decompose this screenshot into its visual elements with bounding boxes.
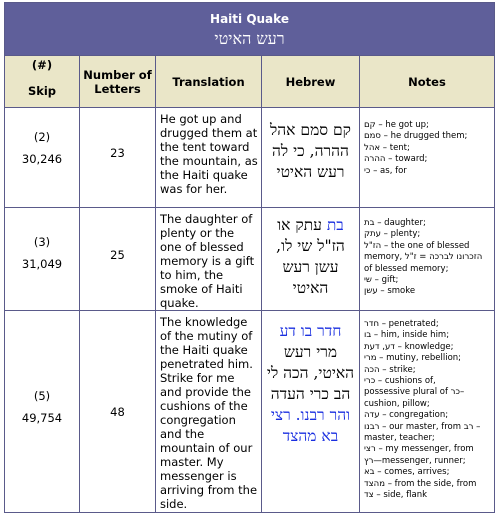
hebrew-line: בא מהצד <box>282 427 339 445</box>
note-line: קם – he got up; <box>364 120 429 130</box>
note-line: צד – side, flank <box>364 490 428 501</box>
header-translation: Translation <box>156 56 262 108</box>
hebrew-cell <box>262 311 360 513</box>
skip-value: 49,754 <box>21 411 63 425</box>
note-line: הז"ל – the one of blessed <box>364 240 470 251</box>
hebrew-line: חדר בו דע <box>279 322 342 340</box>
header-skip-num: (#) <box>31 58 53 72</box>
header-letters: Number of Letters <box>80 56 156 108</box>
note-line: בת – daughter; <box>364 218 426 228</box>
note-line: רבנו – our master, from רב – <box>364 421 481 432</box>
note-line: כי – as, for <box>364 165 407 176</box>
haiti-quake-table <box>4 2 495 513</box>
hebrew-blue-word: בת <box>326 216 344 234</box>
letters-cell: 23 <box>80 108 156 208</box>
note-line: כרי – cushions of, <box>364 376 436 387</box>
skip-cell <box>5 311 80 513</box>
header-skip <box>5 56 80 108</box>
note-line: מרי – mutiny, rebellion; <box>364 353 462 364</box>
note-line: עשן – smoke <box>364 286 416 297</box>
table-row <box>5 311 495 513</box>
skip-value: 30,246 <box>21 152 63 166</box>
notes-cell <box>360 108 495 208</box>
hebrew-cell <box>262 108 360 208</box>
quake-table-wrapper <box>4 2 494 513</box>
note-line: ההרה – toward; <box>364 154 428 165</box>
hebrew-line: הז"ל שי לו, <box>276 237 345 255</box>
hebrew-line-rest: עתק או <box>277 216 327 234</box>
table-row <box>5 108 495 208</box>
note-line: בו – him, inside him; <box>364 330 450 341</box>
note-line: אהל – tent; <box>364 142 410 153</box>
hebrew-line: האיטי, הכה לי <box>266 364 355 382</box>
translation-cell: The knowledge of the mutiny of the Haiti quake penetrated him. Strike for me and provide the cushions of the congregation and the mountain of our master. My messenger is arriving from the side. <box>156 311 262 513</box>
note-line: of blessed memory; <box>364 263 449 274</box>
title-english: Haiti Quake <box>210 11 289 26</box>
skip-index: (5) <box>33 389 51 403</box>
skip-index: (2) <box>33 130 51 144</box>
hebrew-line: ההרה, כי לה <box>272 142 349 160</box>
header-hebrew: Hebrew <box>262 56 360 108</box>
hebrew-line: עשן רעש <box>282 258 339 276</box>
note-line: רצי – my messenger, from <box>364 444 474 455</box>
title-hebrew: רעש האיטי <box>214 28 285 48</box>
title-row <box>5 3 495 56</box>
table-row <box>5 208 495 311</box>
note-line: עתק – plenty; <box>364 229 421 240</box>
header-row <box>5 56 495 108</box>
note-line: master, teacher; <box>364 433 435 444</box>
hebrew-cell <box>262 208 360 311</box>
hebrew-line: הב כרי העדה <box>270 385 351 403</box>
translation-cell: The daughter of plenty or the one of blessed memory is a gift to him, the smoke of Haiti quake. <box>156 208 262 311</box>
header-notes: Notes <box>360 56 495 108</box>
note-line: שי – gift; <box>364 275 399 286</box>
note-line: possessive plural of כר– <box>364 387 465 398</box>
notes-cell <box>360 311 495 513</box>
translation-cell: He got up and drugged them at the tent toward the mountain, as the Haiti quake was for her. <box>156 108 262 208</box>
skip-cell <box>5 108 80 208</box>
hebrew-line: רעש האיטי <box>276 163 345 181</box>
notes-cell <box>360 208 495 311</box>
note-line: חדר – penetrated; <box>364 319 439 329</box>
letters-cell: 48 <box>80 311 156 513</box>
note-line: memory, הזכרונו לברכה = ז"ל <box>364 252 483 263</box>
skip-cell <box>5 208 80 311</box>
note-line: עדה – congregation; <box>364 410 449 421</box>
hebrew-line <box>266 215 355 236</box>
note-line: מהצד – from the side, from <box>364 478 477 489</box>
note-line: בא – comes, arrives; <box>364 467 450 478</box>
hebrew-line: האיטי <box>292 279 329 297</box>
skip-index: (3) <box>33 235 51 249</box>
hebrew-line: והר רבנו. רצי <box>270 406 351 424</box>
note-line: דע, דעת – knowledge; <box>364 341 454 352</box>
note-line: רץ—messenger, runner; <box>364 455 466 466</box>
letters-cell: 25 <box>80 208 156 311</box>
note-line: הכה – strike; <box>364 364 416 375</box>
hebrew-line: קם סמם אהל <box>270 121 351 139</box>
note-line: cushion, pillow; <box>364 398 430 409</box>
header-skip-label: Skip <box>27 84 57 98</box>
skip-value: 31,049 <box>21 257 63 271</box>
title-cell <box>5 3 495 56</box>
note-line: סמם – he drugged them; <box>364 131 468 142</box>
hebrew-line: מרי רעש <box>283 343 338 361</box>
